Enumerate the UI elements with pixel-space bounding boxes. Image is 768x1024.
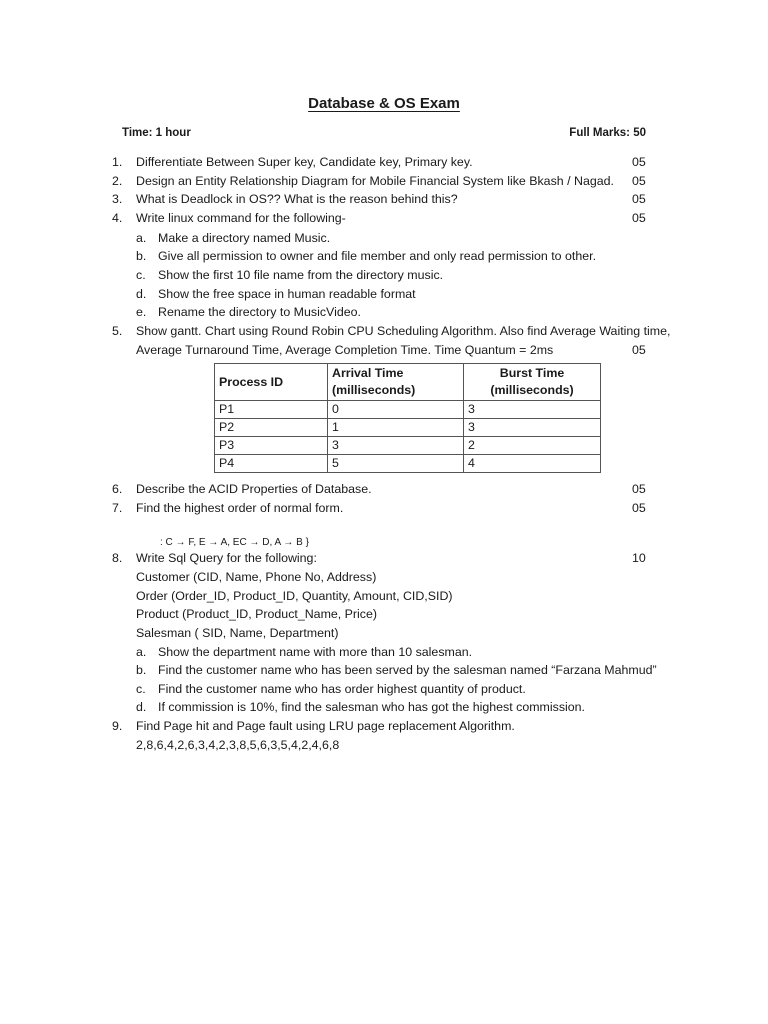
header-process-id: Process ID (215, 364, 328, 401)
question-number: 4. (112, 211, 123, 225)
question-3 (0, 190, 768, 209)
question-number: 5. (112, 324, 123, 338)
question-marks: 05 (632, 343, 646, 357)
cell-process: P4 (215, 455, 328, 473)
question-number: 8. (112, 551, 123, 565)
question-text: What is Deadlock in OS?? What is the reason behind this? (136, 192, 458, 206)
question-text: Design an Entity Relationship Diagram for Mobile Financial System like Bkash / Nagad. (136, 174, 614, 188)
item-text: Show the free space in human readable format (158, 287, 416, 301)
item-letter: a. (136, 231, 147, 245)
question-marks: 05 (632, 211, 646, 225)
functional-dependencies: : C → F, E → A, EC → D, A → B } (160, 537, 309, 548)
item-letter: b. (136, 249, 147, 263)
question-text: Average Turnaround Time, Average Completion Time. Time Quantum = 2ms (136, 343, 554, 357)
question-number: 3. (112, 192, 123, 206)
table-row (215, 419, 601, 437)
question-marks: 05 (632, 482, 646, 496)
table-row (215, 401, 601, 419)
question-text: Describe the ACID Properties of Database. (136, 482, 372, 496)
question-9 (0, 717, 768, 736)
table-header-row (215, 364, 601, 401)
item-text: Rename the directory to MusicVideo. (158, 305, 361, 319)
item-text: Give all permission to owner and file member and only read permission to other. (158, 249, 597, 263)
question-marks: 10 (632, 551, 646, 565)
cell-process: P1 (215, 401, 328, 419)
cell-arrival: 0 (328, 401, 464, 419)
item-letter: d. (136, 700, 147, 714)
question-7 (0, 499, 768, 518)
item-text: Show the first 10 file name from the directory music. (158, 268, 444, 282)
question-number: 9. (112, 719, 123, 733)
item-text: Find the customer name who has order highest quantity of product. (158, 682, 526, 696)
question-text: Write linux command for the following- (136, 211, 346, 225)
schema-line (0, 605, 768, 624)
schema-line (0, 624, 768, 643)
item-text: Show the department name with more than 10 salesman. (158, 645, 473, 659)
header-arrival-time: Arrival Time (milliseconds) (328, 364, 464, 401)
question-5-continued (0, 341, 768, 360)
exam-title: Database & OS Exam (308, 95, 460, 112)
schema-product: Product (Product_ID, Product_Name, Price) (136, 607, 378, 621)
question-8 (0, 549, 768, 568)
schema-line (0, 587, 768, 606)
cell-arrival: 5 (328, 455, 464, 473)
item-text: Find the customer name who has been served by the salesman named “Farzana Mahmud” (158, 663, 657, 677)
question-text: Write Sql Query for the following: (136, 551, 317, 565)
question-marks: 05 (632, 192, 646, 206)
table-row (215, 455, 601, 473)
question-number: 1. (112, 155, 123, 169)
question-6 (0, 480, 768, 499)
list-item (0, 680, 768, 699)
schema-customer: Customer (CID, Name, Phone No, Address) (136, 570, 377, 584)
exam-time: Time: 1 hour (122, 127, 191, 139)
cell-burst: 3 (464, 419, 601, 437)
cell-process: P3 (215, 437, 328, 455)
cell-burst: 2 (464, 437, 601, 455)
question-2 (0, 172, 768, 191)
list-item (0, 661, 768, 680)
question-5 (0, 322, 768, 341)
schema-salesman: Salesman ( SID, Name, Department) (136, 626, 339, 640)
question-marks: 05 (632, 501, 646, 515)
item-letter: e. (136, 305, 147, 319)
cell-arrival: 3 (328, 437, 464, 455)
question-4 (0, 209, 768, 228)
process-table (214, 363, 601, 473)
question-text: Show gantt. Chart using Round Robin CPU Scheduling Algorithm. Also find Average Waiting time, (136, 324, 671, 338)
question-text: Differentiate Between Super key, Candidate key, Primary key. (136, 155, 473, 169)
cell-process: P2 (215, 419, 328, 437)
cell-arrival: 1 (328, 419, 464, 437)
question-number: 6. (112, 482, 123, 496)
list-item (0, 229, 768, 248)
page-reference-string (0, 736, 768, 755)
item-letter: c. (136, 682, 146, 696)
list-item (0, 285, 768, 304)
schema-order: Order (Order_ID, Product_ID, Quantity, Amount, CID,SID) (136, 589, 453, 603)
header-burst-time: Burst Time (milliseconds) (464, 364, 601, 401)
list-item (0, 698, 768, 717)
question-text: Find Page hit and Page fault using LRU page replacement Algorithm. (136, 719, 515, 733)
question-marks: 05 (632, 174, 646, 188)
item-text: If commission is 10%, find the salesman who has got the highest commission. (158, 700, 585, 714)
item-letter: d. (136, 287, 147, 301)
question-text: Find the highest order of normal form. (136, 501, 344, 515)
exam-full-marks: Full Marks: 50 (569, 127, 646, 139)
item-text: Make a directory named Music. (158, 231, 331, 245)
list-item (0, 266, 768, 285)
question-number: 7. (112, 501, 123, 515)
question-number: 2. (112, 174, 123, 188)
schema-line (0, 568, 768, 587)
item-letter: a. (136, 645, 147, 659)
list-item (0, 303, 768, 322)
list-item (0, 247, 768, 266)
cell-burst: 4 (464, 455, 601, 473)
item-letter: b. (136, 663, 147, 677)
cell-burst: 3 (464, 401, 601, 419)
question-marks: 05 (632, 155, 646, 169)
question-1 (0, 153, 768, 172)
table-row (215, 437, 601, 455)
reference-sequence: 2,8,6,4,2,6,3,4,2,3,8,5,6,3,5,4,2,4,6,8 (136, 738, 340, 752)
item-letter: c. (136, 268, 146, 282)
list-item (0, 643, 768, 662)
